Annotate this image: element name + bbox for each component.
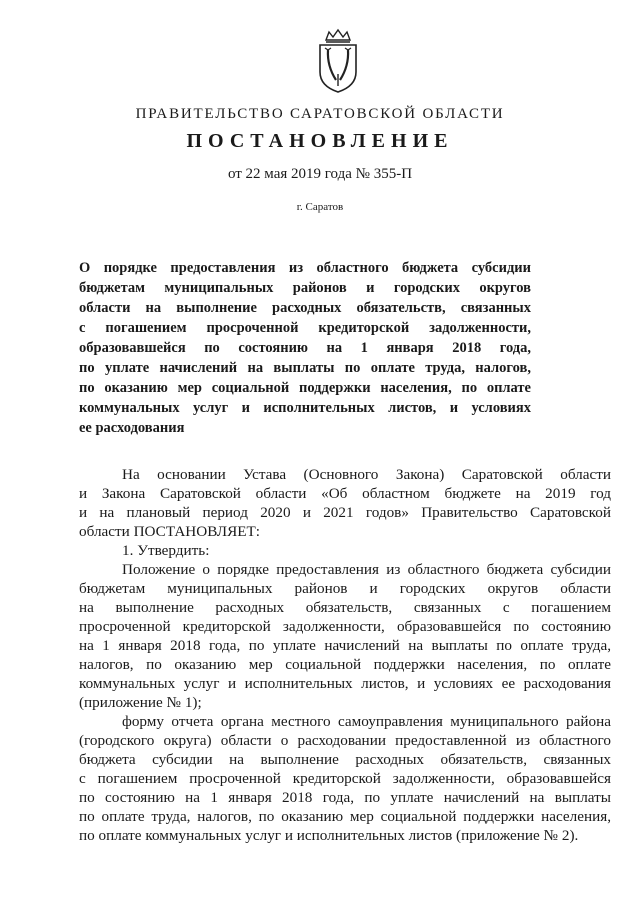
body-line: и на плановый период 2020 и 2021 годов» Правительство Саратовской [79,504,611,521]
heading-line: с погашением просроченной кредиторской задолженности, [79,320,531,336]
body-line: бюджета субсидии на выполнение расходных обязательств, связанных [79,751,611,768]
government-name: ПРАВИТЕЛЬСТВО САРАТОВСКОЙ ОБЛАСТИ [135,106,505,122]
body-line: просроченной кредиторской задолженности, образовавшейся по состоянию [79,618,611,635]
body-line: Положение о порядке предоставления из областного бюджета субсидии [122,561,611,578]
coat-of-arms-emblem [314,28,362,94]
heading-line: по оказанию мер социальной поддержки населения, по оплате [79,380,531,396]
body-line: по оплате труда, налогов, по оказанию мер социальной поддержки населения, [79,808,611,825]
body-line: 1. Утвердить: [122,542,210,559]
body-line: по оплате коммунальных услуг и исполнительных листов (приложение № 2). [79,827,579,844]
date-and-number: от 22 мая 2019 года № 355-П [227,166,413,182]
heading-line: по уплате начислений на выплаты по оплате труда, налогов, [79,360,531,376]
body-line: по состоянию на 1 января 2018 года, по уплате начислений на выплаты [79,789,611,806]
body-line: области ПОСТАНОВЛЯЕТ: [79,523,260,540]
resolution-heading [79,258,531,438]
body-line: на 1 января 2018 года, по уплате начислений на выплаты по оплате труда, [79,637,611,654]
heading-line: ее расходования [79,420,185,436]
heading-line: области на выполнение расходных обязательств, связанных [79,300,531,316]
heading-line: коммунальных услуг и исполнительных листов, и условиях [79,400,531,416]
body-line: (городского округа) области о расходовании предоставленной из областного [79,732,611,749]
body-line: с погашением просроченной кредиторской задолженности, образовавшейся [79,770,611,787]
city-label: г. Саратов [296,201,344,213]
heading-line: бюджетам муниципальных районов и городских округов [79,280,531,296]
body-line: форму отчета органа местного самоуправления муниципального района [122,713,611,730]
heading-line: образовавшейся по состоянию на 1 января 2018 года, [79,340,531,356]
body-line: налогов, по оказанию мер социальной поддержки населения, по оплате [79,656,611,673]
document-type-title: ПОСТАНОВЛЕНИЕ [186,130,454,152]
body-line: (приложение № 1); [79,694,202,711]
body-line: и Закона Саратовской области «Об областном бюджете на 2019 год [79,485,611,502]
body-line: на выполнение расходных обязательств, связанных с погашением [79,599,611,616]
body-line: коммунальных услуг и исполнительных листов, и условиях ее расходования [79,675,611,692]
body-line: На основании Устава (Основного Закона) Саратовской области [122,466,611,483]
heading-line: О порядке предоставления из областного бюджета субсидии [79,260,531,276]
resolution-body [79,465,611,845]
body-line: бюджетам муниципальных районов и городских округов области [79,580,611,597]
